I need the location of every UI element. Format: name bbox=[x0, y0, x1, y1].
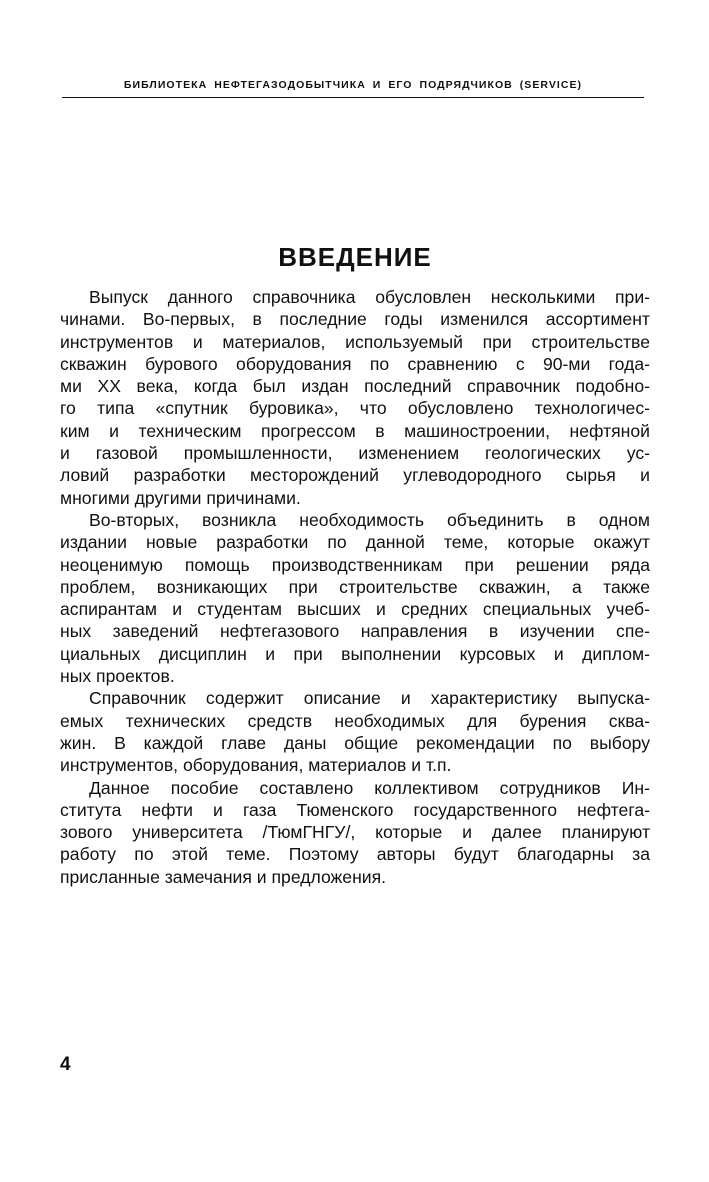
text-line: ных проектов. bbox=[60, 666, 175, 687]
page-number: 4 bbox=[60, 1054, 71, 1075]
text-line: и газовой промышленности, изменением геологических ус- bbox=[60, 443, 650, 464]
paragraph-4 bbox=[60, 777, 650, 888]
text-line: издании новые разработки по данной теме, которые окажут bbox=[60, 532, 650, 553]
text-line: Во-вторых, возникла необходимость объединить в одном bbox=[89, 509, 650, 530]
text-line: ных заведений нефтегазового направления в изучении спе- bbox=[60, 621, 650, 642]
text-line: циальных дисциплин и при выполнении курсовых и диплом- bbox=[60, 643, 650, 664]
paragraph-2 bbox=[60, 509, 650, 687]
paragraph-3 bbox=[60, 687, 650, 776]
header-rule bbox=[62, 97, 644, 98]
text-line: многими другими причинами. bbox=[60, 487, 301, 508]
running-header: БИБЛИОТЕКА НЕФТЕГАЗОДОБЫТЧИКА И ЕГО ПОДРЯДЧИКОВ (SERVICE) bbox=[123, 79, 583, 91]
text-line: Справочник содержит описание и характеристику выпуска- bbox=[89, 688, 650, 709]
text-line: ми XX века, когда был издан последний справочник подобно- bbox=[60, 376, 650, 397]
text-line: емых технических средств необходимых для бурения сква- bbox=[60, 710, 650, 731]
text-line: проблем, возникающих при строительстве скважин, а также bbox=[60, 576, 650, 597]
text-line: инструментов и материалов, используемый при строительстве bbox=[60, 331, 650, 352]
text-line: скважин бурового оборудования по сравнению с 90-ми года- bbox=[60, 353, 650, 374]
text-line: ститута нефти и газа Тюменского государственного нефтега- bbox=[60, 799, 650, 820]
text-line: ловий разработки месторождений углеводородного сырья и bbox=[60, 465, 650, 486]
body-text bbox=[60, 286, 650, 888]
text-line: Выпуск данного справочника обусловлен несколькими при- bbox=[89, 287, 650, 307]
paragraph-1 bbox=[60, 286, 650, 509]
text-line: работу по этой теме. Поэтому авторы будут благодарны за bbox=[60, 844, 650, 865]
text-line: зового университета /ТюмГНГУ/, которые и далее планируют bbox=[60, 822, 650, 843]
text-line: чинами. Во-первых, в последние годы изменился ассортимент bbox=[60, 309, 650, 330]
text-line: жин. В каждой главе даны общие рекомендации по выбору bbox=[60, 732, 650, 753]
text-line: ким и техническим прогрессом в машиностроении, нефтяной bbox=[60, 420, 650, 441]
text-line: Данное пособие составлено коллективом сотрудников Ин- bbox=[89, 777, 650, 798]
chapter-title: ВВЕДЕНИЕ bbox=[278, 242, 432, 272]
text-line: инструментов, оборудования, материалов и т.п. bbox=[60, 755, 452, 776]
text-line: го типа «спутник буровика», что обусловлено технологичес- bbox=[60, 398, 650, 419]
text-line: неоценимую помощь производственникам при решении ряда bbox=[60, 554, 650, 575]
text-line: присланные замечания и предложения. bbox=[60, 866, 387, 887]
text-line: аспирантам и студентам высших и средних специальных учеб- bbox=[60, 599, 650, 620]
